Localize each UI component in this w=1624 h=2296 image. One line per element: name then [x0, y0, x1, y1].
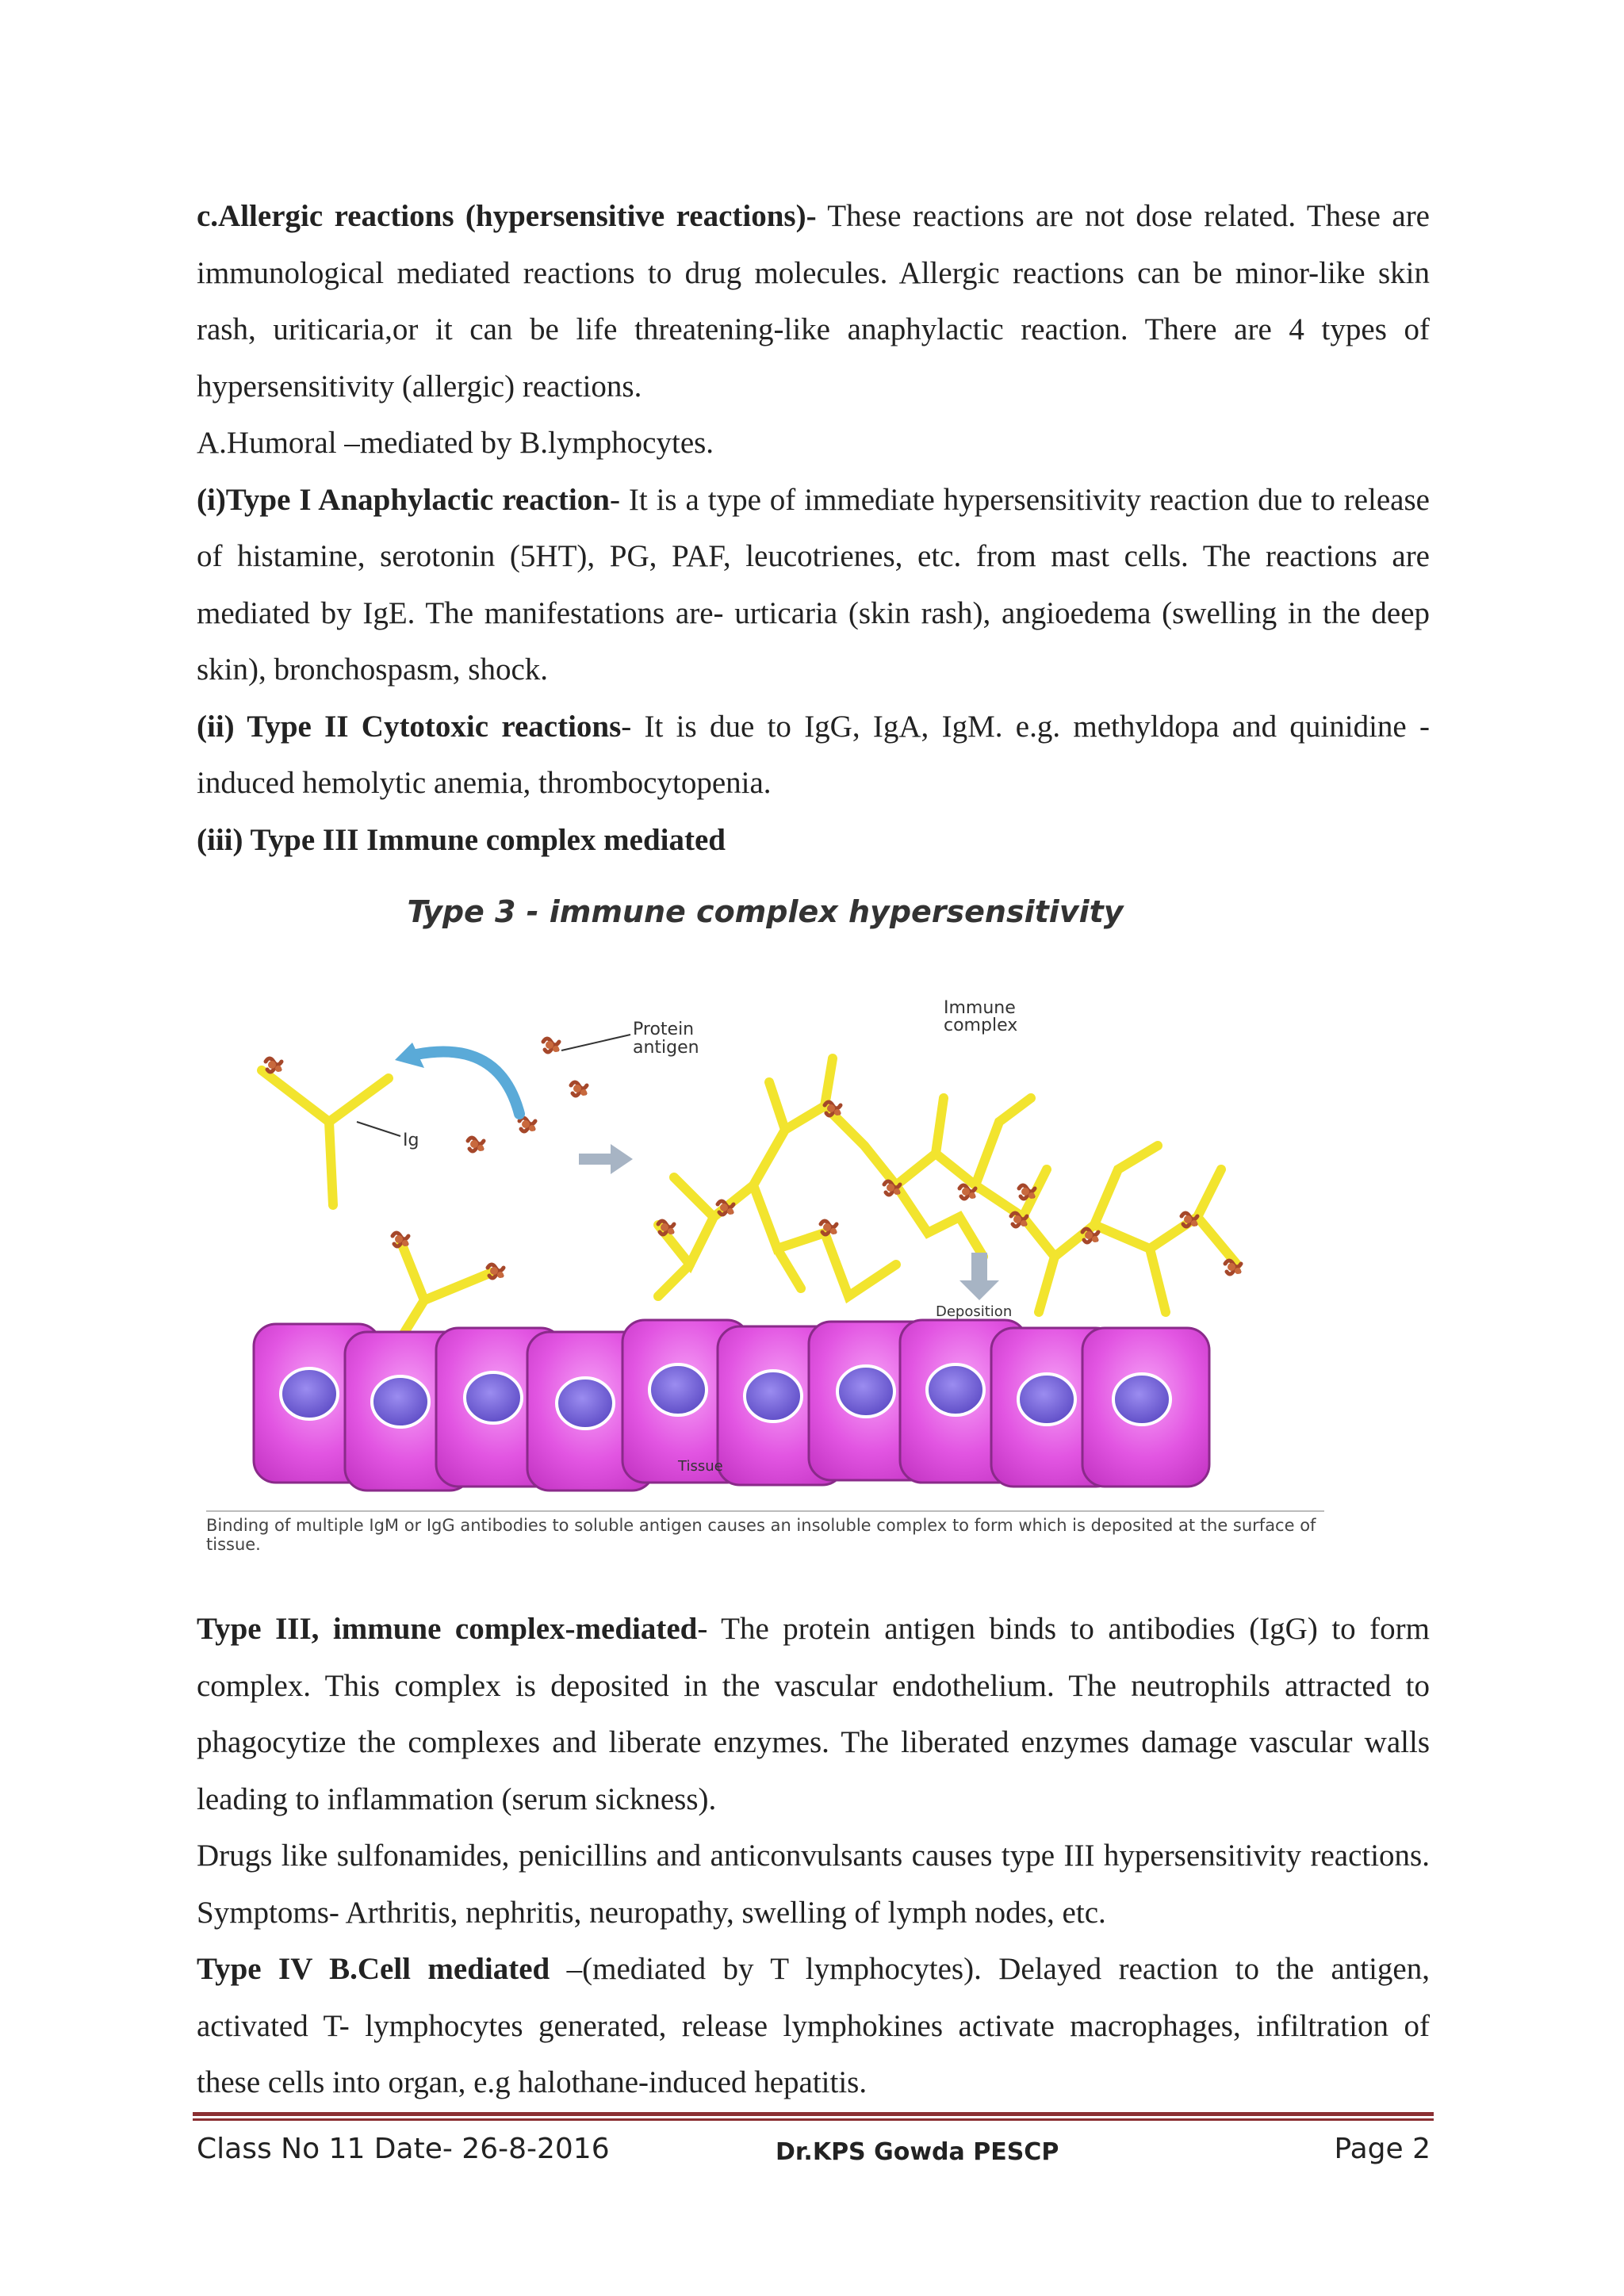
- type3-paragraph: [197, 1601, 1430, 1827]
- allergic-reactions-paragraph: [197, 188, 1430, 415]
- right-arrow-icon: [579, 1144, 633, 1174]
- type4-text: –(mediated by T lymphocytes). Delayed reaction to the antigen, activated T- lymphocytes generated, release lymphokines activate macrophages, infiltration of these cells into organ, e.g halothane-induced hepatitis.: [197, 1952, 1430, 2099]
- immune-complex-label-1: Immune: [944, 998, 1016, 1018]
- lower-text-block: [197, 1601, 1430, 2111]
- footer-author: Dr.KPS Gowda PESCP: [776, 2138, 1059, 2166]
- tissue-cells: [254, 1320, 1209, 1490]
- drugs-paragraph: Drugs like sulfonamides, penicillins and anticonvulsants causes type III hypersensitivity reactions. Symptoms- Arthritis, nephritis, neuropathy, swelling of lymph nodes, etc.: [197, 1839, 1430, 1930]
- type3-heading: Type III, immune complex-mediated: [197, 1612, 698, 1646]
- protein-antigen-label-1: Protein: [633, 1020, 695, 1039]
- antigen-icon: [519, 1118, 535, 1131]
- type3-text: - The protein antigen binds to antibodies (IgG) to form complex. This complex is deposited in the vascular endothelium. The neutrophils attracted to phagocytize the complexes and liberate enzymes. The liberated enzymes damage vascular walls leading to inflammation (serum sickness).: [197, 1612, 1430, 1816]
- immune-complex-label-2: complex: [944, 1016, 1018, 1035]
- tissue-label: Tissue: [678, 1458, 723, 1475]
- immune-complex-figure: [198, 884, 1332, 1582]
- figure-title: Type 3 - immune complex hypersensitivity: [407, 894, 1124, 929]
- antigen-icon: [571, 1082, 587, 1096]
- type2-text: - It is due to IgG, IgA, IgM. e.g. methyldopa and quinidine -induced hemolytic anemia, thrombocytopenia.: [197, 709, 1430, 800]
- antigen-icon: [543, 1039, 559, 1052]
- footer-page-number: Page 2: [1334, 2133, 1431, 2165]
- figure-caption-divider: [206, 1510, 1324, 1512]
- type1-text: - It is a type of immediate hypersensitivity reaction due to release of histamine, serotonin (5HT), PG, PAF, leucotrienes, etc. from mast cells. The reactions are mediated by IgE. The manifestations are- urticaria (skin rash), angioedema (swelling in the deep skin), bronchospasm, shock.: [197, 482, 1430, 687]
- down-arrow-icon: [959, 1253, 999, 1300]
- immune-complex-diagram: [198, 884, 1332, 1582]
- footer-class-date: Class No 11 Date- 26-8-2016: [197, 2133, 610, 2165]
- allergic-reactions-heading: c.Allergic reactions (hypersensitive reactions)-: [197, 199, 817, 233]
- humoral-line: A.Humoral –mediated by B.lymphocytes.: [197, 426, 714, 460]
- type4-paragraph: [197, 1941, 1430, 2111]
- antigen-icon: [468, 1138, 484, 1151]
- free-antibody-top-left: [262, 1070, 389, 1205]
- type2-paragraph: [197, 698, 1430, 812]
- immune-complex-lattice: [658, 1058, 1237, 1312]
- footer-rule: [193, 2112, 1434, 2116]
- type1-heading: (i)Type I Anaphylactic reaction: [197, 482, 610, 517]
- type2-heading: (ii) Type II Cytotoxic reactions: [197, 709, 622, 744]
- curved-arrow-icon: [416, 1052, 519, 1114]
- upper-text-block: [197, 188, 1430, 868]
- type1-paragraph: [197, 472, 1430, 698]
- allergic-reactions-text: These reactions are not dose related. These are immunological mediated reactions to drug molecules. Allergic reactions can be minor-like skin rash, uriticaria,or it can be life threatening-like anaphylactic reaction. There are 4 types of hypersensitivity (allergic) reactions.: [197, 199, 1430, 404]
- ig-label: Ig: [403, 1131, 419, 1150]
- type4-heading: Type IV B.Cell mediated: [197, 1952, 550, 1986]
- deposition-label: Deposition: [936, 1303, 1013, 1320]
- type3-section-heading: (iii) Type III Immune complex mediated: [197, 822, 726, 857]
- protein-antigen-label-2: antigen: [633, 1038, 699, 1058]
- antigen-icon: [393, 1233, 408, 1246]
- footer-rule-thin: [193, 2118, 1434, 2121]
- antigen-icon: [266, 1058, 282, 1072]
- figure-caption: Binding of multiple IgM or IgG antibodies to soluble antigen causes an insoluble complex to form which is deposited at the surface of tissue.: [206, 1516, 1316, 1554]
